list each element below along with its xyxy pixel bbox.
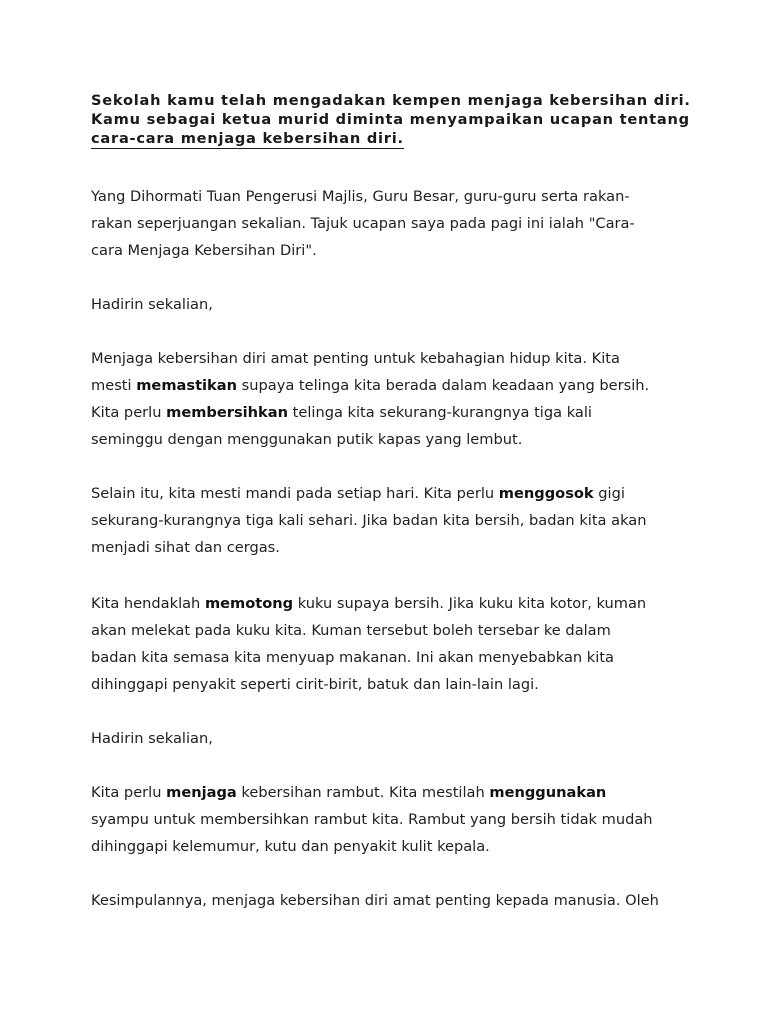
opening-paragraph — [91, 183, 691, 264]
hair-line-2: syampu untuk membersihkan rambut kita. Rambut yang bersih tidak mudah — [91, 811, 653, 828]
nails-line-1-a: Kita hendaklah — [91, 595, 205, 612]
greeting-2 — [91, 725, 691, 752]
opening-line-3: cara Menjaga Kebersihan Diri". — [91, 242, 317, 259]
essay-prompt — [91, 91, 691, 149]
paragraph-teeth — [91, 480, 691, 561]
ears-line-3-c: telinga kita sekurang-kurangnya tiga kali — [288, 404, 592, 421]
greeting-2-text: Hadirin sekalian, — [91, 730, 213, 747]
ears-line-2 — [91, 372, 691, 399]
keyword-menggosok: menggosok — [498, 485, 594, 502]
ears-line-3-a: Kita perlu — [91, 404, 167, 421]
nails-line-3: badan kita semasa kita menyuap makanan. Ini akan menyebabkan kita — [91, 649, 614, 666]
teeth-line-3: menjadi sihat dan cergas. — [91, 539, 280, 556]
teeth-line-1-a: Selain itu, kita mesti mandi pada setiap hari. Kita perlu — [91, 485, 499, 502]
prompt-line-2: Kamu sebagai ketua murid diminta menyampaikan ucapan tentang — [91, 111, 690, 128]
prompt-line-3: cara-cara menjaga kebersihan diri. — [91, 130, 404, 147]
opening-line-2: rakan seperjuangan sekalian. Tajuk ucapan saya pada pagi ini ialah "Cara- — [91, 215, 635, 232]
ears-line-3 — [91, 399, 691, 426]
ears-line-2-a: mesti — [91, 377, 137, 394]
teeth-line-2: sekurang-kurangnya tiga kali sehari. Jika badan kita bersih, badan kita akan — [91, 512, 647, 529]
keyword-membersihkan: membersihkan — [166, 404, 288, 421]
conclusion-line-1: Kesimpulannya, menjaga kebersihan diri amat penting kepada manusia. Oleh — [91, 892, 659, 909]
hair-line-1-a: Kita perlu — [91, 784, 167, 801]
paragraph-conclusion — [91, 887, 691, 914]
ears-line-2-c: supaya telinga kita berada dalam keadaan yang bersih. — [237, 377, 650, 394]
keyword-menggunakan: menggunakan — [489, 784, 607, 801]
hair-line-1 — [91, 779, 691, 806]
nails-line-4: dihinggapi penyakit seperti cirit-birit, batuk dan lain-lain lagi. — [91, 676, 539, 693]
hair-line-3: dihinggapi kelemumur, kutu dan penyakit kulit kepala. — [91, 838, 490, 855]
nails-line-2: akan melekat pada kuku kita. Kuman tersebut boleh tersebar ke dalam — [91, 622, 611, 639]
paragraph-ears — [91, 345, 691, 453]
prompt-line-1: Sekolah kamu telah mengadakan kempen menjaga kebersihan diri. — [91, 92, 691, 109]
teeth-line-1-c: gigi — [593, 485, 625, 502]
nails-line-1 — [91, 590, 691, 617]
nails-line-1-c: kuku supaya bersih. Jika kuku kita kotor, kuman — [293, 595, 647, 612]
teeth-line-1 — [91, 480, 691, 507]
keyword-memastikan: memastikan — [136, 377, 237, 394]
ears-line-4: seminggu dengan menggunakan putik kapas yang lembut. — [91, 431, 523, 448]
greeting-1 — [91, 291, 691, 318]
keyword-memotong: memotong — [204, 595, 294, 612]
opening-line-1: Yang Dihormati Tuan Pengerusi Majlis, Guru Besar, guru-guru serta rakan- — [91, 188, 630, 205]
paragraph-hair — [91, 779, 691, 860]
keyword-menjaga: menjaga — [166, 784, 237, 801]
ears-line-1: Menjaga kebersihan diri amat penting untuk kebahagian hidup kita. Kita — [91, 350, 620, 367]
greeting-1-text: Hadirin sekalian, — [91, 296, 213, 313]
hair-line-1-c: kebersihan rambut. Kita mestilah — [236, 784, 490, 801]
paragraph-nails — [91, 590, 691, 698]
